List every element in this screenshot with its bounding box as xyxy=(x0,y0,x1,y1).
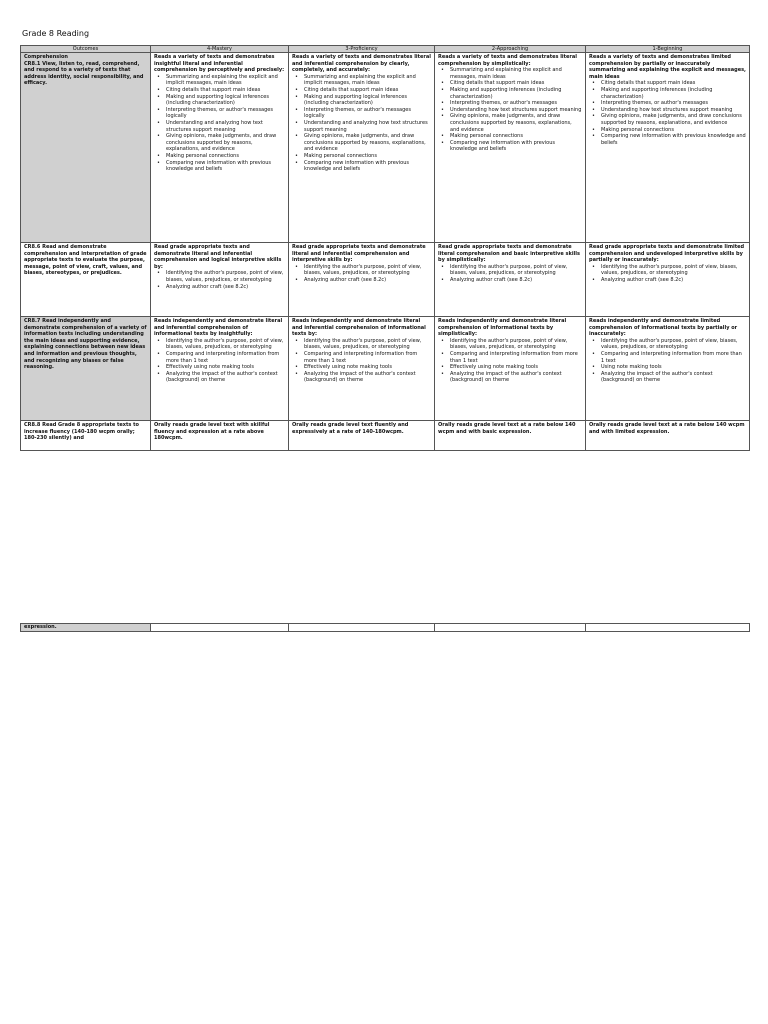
criteria-list xyxy=(589,338,746,384)
table-row xyxy=(21,624,750,632)
outcome-cell xyxy=(21,421,151,451)
table-row xyxy=(21,317,750,421)
criteria-item: • Analyzing the impact of the author's context (background) on theme xyxy=(450,371,582,384)
outcome-cell xyxy=(21,317,151,421)
criteria-item: • Understanding how text structures support meaning xyxy=(601,107,746,114)
criteria-item: • Understanding and analyzing how text structures support meaning xyxy=(304,120,431,133)
cell-intro: Orally reads grade level text fluently and expressively at a rate of 140-180wcpm. xyxy=(292,422,409,435)
level-cell xyxy=(435,624,586,632)
criteria-item: • Comparing and interpreting information from more than 1 text xyxy=(166,351,285,364)
criteria-item: • Effectively using note making tools xyxy=(450,364,582,371)
criteria-list xyxy=(438,67,582,153)
criteria-item: • Identifying the author's purpose, point of view, biases, values, prejudices, or stereotyping xyxy=(450,264,582,277)
level-cell xyxy=(289,243,435,317)
criteria-item: • Making personal connections xyxy=(166,153,285,160)
level-cell xyxy=(586,421,750,451)
criteria-item: • Making and supporting logical inferences (including characterization) xyxy=(166,94,285,107)
criteria-item: • Citing details that support main ideas xyxy=(304,87,431,94)
criteria-item: • Making personal connections xyxy=(304,153,431,160)
criteria-list xyxy=(154,74,285,173)
level-cell xyxy=(435,243,586,317)
outcome-text: CR8.6 Read and demonstrate comprehension and interpretation of grade appropriate texts to evaluate the purpose, message, point of view, craft, values, and biases, stereotypes, or prejudices. xyxy=(24,244,147,277)
criteria-item: • Making and supporting inferences (including characterization) xyxy=(450,87,582,100)
page-break-gap xyxy=(21,451,750,624)
header-row xyxy=(21,46,750,53)
outcome-text: expression. xyxy=(24,624,57,630)
table-row xyxy=(21,53,750,243)
level-cell xyxy=(151,421,289,451)
criteria-item: • Interpreting themes, or author's messages logically xyxy=(166,107,285,120)
level-cell xyxy=(289,317,435,421)
level-cell xyxy=(151,624,289,632)
outcome-text: CR8.8 Read Grade 8 appropriate texts to increase fluency (140-180 wcpm orally; 180-230 silently) and xyxy=(24,422,139,442)
criteria-item: • Summarizing and explaining the explicit and implicit messages, main ideas xyxy=(304,74,431,87)
level-cell xyxy=(151,317,289,421)
outcome-text: CR8.7 Read independently and demonstrate comprehension of a variety of information texts including understanding the main ideas and supporting evidence, explaining connections between new ideas and information and previous thoughts, and recognizing any biases or false reasoning. xyxy=(24,318,147,371)
cell-intro: Reads a variety of texts and demonstrates insightful literal and inferential comprehension by perceptively and precisely: xyxy=(154,54,285,74)
criteria-item: • Comparing new information with previous knowledge and beliefs xyxy=(304,160,431,173)
criteria-item: • Making personal connections xyxy=(450,133,582,140)
outcome-cell xyxy=(21,624,151,632)
level-cell xyxy=(435,53,586,243)
criteria-item: • Citing details that support main ideas xyxy=(601,80,746,87)
criteria-item: • Identifying the author's purpose, point of view, biases, values, prejudices, or stereotyping xyxy=(450,338,582,351)
criteria-item: • Identifying the author's purpose, point of view, biases, values, prejudices, or stereotyping xyxy=(166,270,285,283)
level-cell xyxy=(586,624,750,632)
criteria-item: • Analyzing the impact of the author's context (background) on theme xyxy=(166,371,285,384)
header-mastery: 4-Mastery xyxy=(151,46,289,53)
criteria-item: • Making and supporting inferences (including characterization) xyxy=(601,87,746,100)
cell-intro: Reads a variety of texts and demonstrates literal comprehension by simplistically: xyxy=(438,54,577,67)
table-row xyxy=(21,421,750,451)
criteria-item: • Analyzing author craft (see 8.2c) xyxy=(450,277,582,284)
criteria-item: • Comparing and interpreting information from more than 1 text xyxy=(450,351,582,364)
table-row xyxy=(21,243,750,317)
criteria-item: • Comparing new information with previous knowledge and beliefs xyxy=(166,160,285,173)
level-cell xyxy=(586,53,750,243)
criteria-item: • Identifying the author's purpose, point of view, biases, values, prejudices, or stereotyping xyxy=(601,338,746,351)
level-cell xyxy=(586,317,750,421)
criteria-list xyxy=(438,264,582,284)
criteria-item: • Comparing new information with previous knowledge and beliefs xyxy=(450,140,582,153)
criteria-list xyxy=(154,338,285,384)
criteria-item: • Interpreting themes, or author's messages xyxy=(601,100,746,107)
criteria-item: • Understanding how text structures support meaning xyxy=(450,107,582,114)
cell-intro: Reads independently and demonstrate literal and inferential comprehension of informational texts by: xyxy=(292,318,426,338)
document-title: Grade 8 Reading xyxy=(22,29,90,38)
header-approaching: 2-Approaching xyxy=(435,46,586,53)
level-cell xyxy=(151,243,289,317)
criteria-item: • Comparing and interpreting information from more than 1 text xyxy=(601,351,746,364)
rubric-table xyxy=(20,45,750,632)
criteria-item: • Summarizing and explaining the explicit and messages, main ideas xyxy=(450,67,582,80)
level-cell xyxy=(151,53,289,243)
criteria-item: • Identifying the author's purpose, point of view, biases, values, prejudices, or stereotyping xyxy=(601,264,746,277)
criteria-list xyxy=(438,338,582,384)
criteria-item: • Analyzing the impact of the author's context (background) on theme xyxy=(601,371,746,384)
criteria-item: • Giving opinions, make judgments, and draw conclusions supported by reasons, explanations, and evidence xyxy=(601,113,746,126)
outcome-text: Comprehension CR8.1 View, listen to, read, comprehend, and respond to a variety of texts that address identity, social responsibility, and efficacy. xyxy=(24,54,144,87)
cell-intro: Reads independently and demonstrate literal comprehension of informational texts by simplistically: xyxy=(438,318,567,338)
criteria-list xyxy=(292,74,431,173)
level-cell xyxy=(435,317,586,421)
level-cell xyxy=(435,421,586,451)
criteria-item: • Interpreting themes, or author's messages logically xyxy=(304,107,431,120)
criteria-item: • Identifying the author's purpose, point of view, biases, values, prejudices, or stereotyping xyxy=(166,338,285,351)
criteria-item: • Interpreting themes, or author's messages xyxy=(450,100,582,107)
cell-intro: Read grade appropriate texts and demonstrate literal and inferential comprehension and logical interpretive skills by: xyxy=(154,244,282,270)
level-cell xyxy=(289,53,435,243)
criteria-item: • Making and supporting logical inferences (including characterization) xyxy=(304,94,431,107)
cell-intro: Reads independently and demonstrate limited comprehension of informational texts by partially or inaccurately: xyxy=(589,318,738,338)
criteria-item: • Giving opinions, make judgments, and draw conclusions supported by reasons, explanations, and evidence xyxy=(304,133,431,153)
criteria-item: • Analyzing author craft (see 8.2c) xyxy=(304,277,431,284)
criteria-item: • Analyzing author craft (see 8.2c) xyxy=(601,277,746,284)
cell-intro: Read grade appropriate texts and demonstrate literal and inferential comprehension and interpretive skills by: xyxy=(292,244,426,264)
level-cell xyxy=(289,421,435,451)
level-cell xyxy=(586,243,750,317)
criteria-item: • Effectively using note making tools xyxy=(304,364,431,371)
criteria-item: • Summarizing and explaining the explicit and implicit messages, main ideas xyxy=(166,74,285,87)
criteria-item: • Understanding and analyzing how text structures support meaning xyxy=(166,120,285,133)
cell-intro: Read grade appropriate texts and demonstrate limited comprehension and undeveloped interpretive skills by partially or inaccurately: xyxy=(589,244,745,264)
cell-intro: Orally reads grade level text with skillful fluency and expression at a rate above 180wcpm. xyxy=(154,422,270,442)
cell-intro: Reads a variety of texts and demonstrates literal and inferential comprehension by clearly, completely, and accurately: xyxy=(292,54,431,74)
cell-intro: Read grade appropriate texts and demonstrate literal comprehension and basic interpretive skills by simplistically: xyxy=(438,244,580,264)
criteria-item: • Identifying the author's purpose, point of view, biases, values, prejudices, or stereotyping xyxy=(304,264,431,277)
criteria-list xyxy=(589,264,746,284)
criteria-item: • Analyzing author craft (see 8.2c) xyxy=(166,284,285,291)
outcome-cell xyxy=(21,53,151,243)
criteria-list xyxy=(589,80,746,146)
header-beginning: 1-Beginning xyxy=(586,46,750,53)
cell-intro: Reads independently and demonstrate literal and inferential comprehension of informational texts by insightfully: xyxy=(154,318,283,338)
outcome-cell xyxy=(21,243,151,317)
criteria-item: • Identifying the author's purpose, point of view, biases, values, prejudices, or stereotyping xyxy=(304,338,431,351)
criteria-item: • Giving opinions, make judgments, and draw conclusions supported by reasons, explanations, and evidence xyxy=(166,133,285,153)
criteria-item: • Comparing and interpreting information from more than 1 text xyxy=(304,351,431,364)
criteria-item: • Citing details that support main ideas xyxy=(166,87,285,94)
cell-intro: Orally reads grade level text at a rate below 140 wcpm and with basic expression. xyxy=(438,422,576,435)
criteria-list xyxy=(292,264,431,284)
criteria-list xyxy=(292,338,431,384)
criteria-item: • Analyzing the impact of the author's context (background) on theme xyxy=(304,371,431,384)
level-cell xyxy=(289,624,435,632)
cell-intro: Reads a variety of texts and demonstrates limited comprehension by partially or inaccurately summarizing and explaining the explicit and messages, main ideas xyxy=(589,54,746,80)
header-proficiency: 3-Proficiency xyxy=(289,46,435,53)
cell-intro: Orally reads grade level text at a rate below 140 wcpm and with limited expression. xyxy=(589,422,745,435)
criteria-item: • Effectively using note making tools xyxy=(166,364,285,371)
criteria-item: • Citing details that support main ideas xyxy=(450,80,582,87)
header-outcomes: Outcomes xyxy=(21,46,151,53)
criteria-list xyxy=(154,270,285,290)
criteria-item: • Using note making tools xyxy=(601,364,746,371)
criteria-item: • Giving opinions, make judgments, and draw conclusions supported by reasons, explanations, and evidence xyxy=(450,113,582,133)
criteria-item: • Comparing new information with previous knowledge and beliefs xyxy=(601,133,746,146)
criteria-item: • Making personal connections xyxy=(601,127,746,134)
